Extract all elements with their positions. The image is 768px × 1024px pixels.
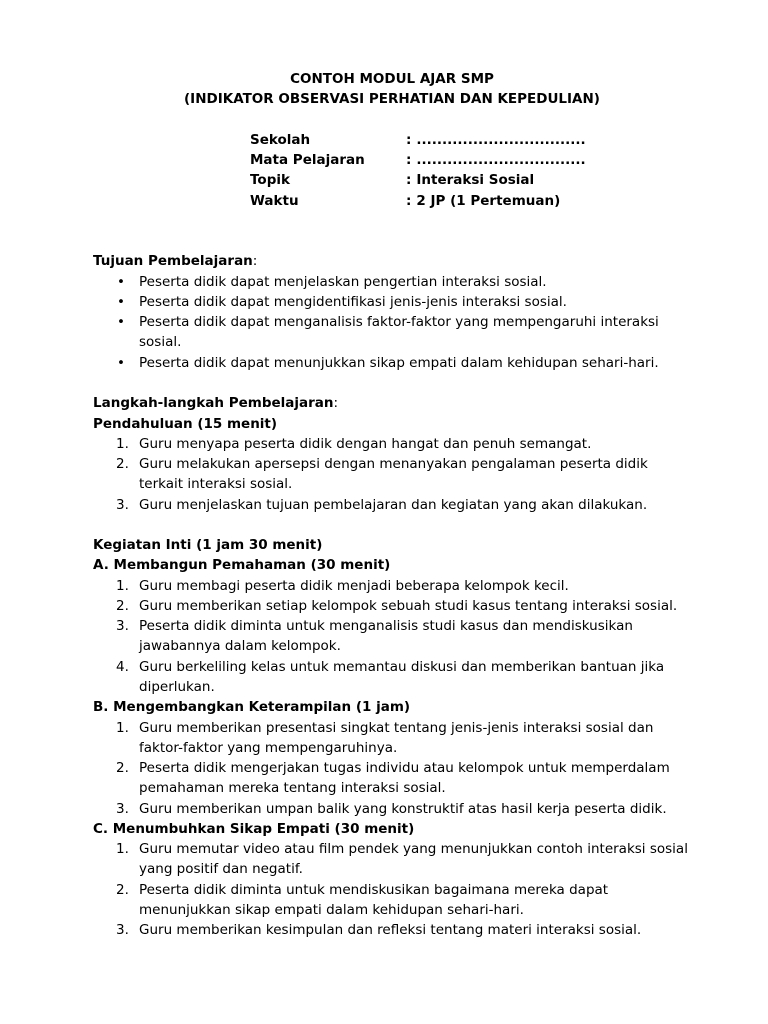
list-item: [93, 312, 753, 353]
info-separator: :: [406, 131, 412, 148]
list-item: [93, 616, 753, 657]
info-value: .................................: [416, 131, 586, 148]
document-title: CONTOH MODUL AJAR SMP: [290, 71, 494, 87]
info-label: Sekolah: [250, 131, 311, 148]
item-text: Guru berkeliling kelas untuk memantau diskusi dan memberikan bantuan jika diperlukan.: [139, 658, 665, 695]
objectives-heading: [93, 251, 753, 271]
item-number: 3.: [116, 800, 129, 817]
item-text: Guru membagi peserta didik menjadi beberapa kelompok kecil.: [139, 577, 569, 594]
bullet-marker: •: [117, 354, 125, 371]
item-text: Peserta didik diminta untuk mendiskusikan bagaimana mereka dapat menunjukkan sikap empati dalam kehidupan sehari-hari.: [139, 881, 609, 918]
introduction-list: [93, 434, 753, 515]
item-number: 3.: [116, 922, 129, 939]
item-text: Guru memutar video atau film pendek yang menunjukkan contoh interaksi sosial yang positif dan negatif.: [139, 841, 688, 878]
document-body: [93, 69, 753, 940]
info-row-mata-pelajaran: [250, 150, 753, 170]
subsection-title-c: C. Menumbuhkan Sikap Empati (30 menit): [93, 820, 415, 837]
info-separator: :: [406, 172, 412, 189]
info-value: Interaksi Sosial: [416, 172, 535, 189]
subsection-title-b: B. Mengembangkan Keterampilan (1 jam): [93, 699, 411, 716]
core-activities-title: Kegiatan Inti (1 jam 30 menit): [93, 537, 323, 554]
list-item: [93, 353, 753, 373]
item-number: 3.: [116, 496, 129, 513]
bullet-marker: •: [117, 273, 125, 290]
info-row-waktu: [250, 191, 753, 211]
steps-heading-text: Langkah-langkah Pembelajaran: [93, 395, 334, 412]
item-text: Peserta didik mengerjakan tugas individu atau kelompok untuk memperdalam pemahaman mereka tentang interaksi sosial.: [139, 760, 670, 797]
list-item: [93, 799, 753, 819]
info-table: [93, 130, 753, 211]
item-text: Guru menjelaskan tujuan pembelajaran dan kegiatan yang akan dilakukan.: [139, 496, 648, 513]
list-item: [93, 657, 753, 698]
list-item: [93, 880, 753, 921]
steps-heading: [93, 393, 753, 413]
info-separator: :: [406, 192, 412, 209]
item-text: Peserta didik dapat mengidentifikasi jenis-jenis interaksi sosial.: [139, 293, 567, 310]
list-item: [93, 758, 753, 799]
info-label: Waktu: [250, 192, 299, 209]
item-text: Guru memberikan setiap kelompok sebuah studi kasus tentang interaksi sosial.: [139, 597, 678, 614]
item-number: 1.: [116, 435, 129, 452]
item-text: Peserta didik dapat menjelaskan pengertian interaksi sosial.: [139, 273, 547, 290]
heading-colon: :: [333, 395, 339, 412]
item-number: 1.: [116, 577, 129, 594]
bullet-marker: •: [117, 293, 125, 310]
info-label: Mata Pelajaran: [250, 152, 365, 169]
list-item: [93, 920, 753, 940]
item-text: Peserta didik diminta untuk menganalisis studi kasus dan mendiskusikan jawabannya dalam kelompok.: [139, 618, 633, 655]
introduction-title: Pendahuluan (15 menit): [93, 415, 278, 432]
list-item: [93, 292, 753, 312]
info-row-topik: [250, 170, 753, 190]
item-text: Guru melakukan apersepsi dengan menanyakan pengalaman peserta didik terkait interaksi sosial.: [139, 456, 648, 493]
list-item: [93, 839, 753, 880]
info-label: Topik: [250, 172, 290, 189]
objectives-heading-text: Tujuan Pembelajaran: [93, 253, 253, 270]
info-value: .................................: [416, 152, 586, 169]
list-item: [93, 495, 753, 515]
info-row-sekolah: [250, 130, 753, 150]
info-value: 2 JP (1 Pertemuan): [416, 192, 561, 209]
item-text: Peserta didik dapat menganalisis faktor-faktor yang mempengaruhi interaksi sosial.: [139, 314, 659, 351]
list-item: [93, 576, 753, 596]
subsection-list-a: [93, 576, 753, 698]
info-separator: :: [406, 152, 412, 169]
item-text: Peserta didik dapat menunjukkan sikap empati dalam kehidupan sehari-hari.: [139, 354, 659, 371]
subsection-list-c: [93, 839, 753, 940]
item-text: Guru menyapa peserta didik dengan hangat dan penuh semangat.: [139, 435, 592, 452]
list-item: [93, 596, 753, 616]
item-number: 3.: [116, 618, 129, 635]
list-item: [93, 272, 753, 292]
subsection-list-b: [93, 718, 753, 819]
item-number: 1.: [116, 719, 129, 736]
heading-colon: :: [252, 253, 258, 270]
item-number: 1.: [116, 841, 129, 858]
item-text: Guru memberikan umpan balik yang konstruktif atas hasil kerja peserta didik.: [139, 800, 667, 817]
list-item: [93, 718, 753, 759]
item-number: 2.: [116, 597, 129, 614]
item-number: 4.: [116, 658, 129, 675]
item-text: Guru memberikan kesimpulan dan refleksi tentang materi interaksi sosial.: [139, 922, 642, 939]
list-item: [93, 454, 753, 495]
document-subtitle: (INDIKATOR OBSERVASI PERHATIAN DAN KEPEDULIAN): [184, 91, 600, 108]
subsection-title-a: A. Membangun Pemahaman (30 menit): [93, 557, 391, 574]
item-number: 2.: [116, 456, 129, 473]
list-item: [93, 434, 753, 454]
bullet-marker: •: [117, 314, 125, 331]
objectives-list: [93, 272, 753, 373]
item-text: Guru memberikan presentasi singkat tentang jenis-jenis interaksi sosial dan faktor-faktor yang mempengaruhinya.: [139, 719, 654, 756]
item-number: 2.: [116, 760, 129, 777]
item-number: 2.: [116, 881, 129, 898]
